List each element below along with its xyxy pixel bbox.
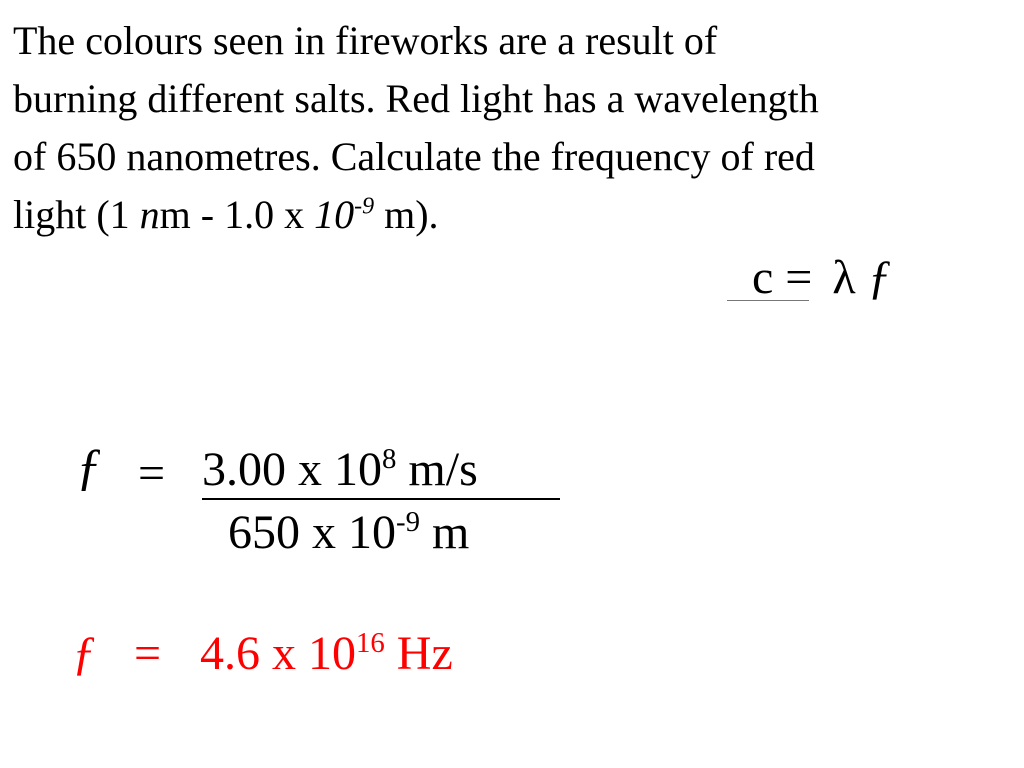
answer-line — [72, 624, 453, 684]
denominator-base: 650 x 10 — [228, 506, 396, 559]
formula-underline — [727, 300, 809, 301]
problem-statement — [13, 12, 1013, 244]
wave-equation — [752, 248, 892, 308]
fraction-denominator — [228, 505, 469, 561]
wave-equation-lhs: c = — [752, 251, 813, 304]
problem-line-3: of 650 nanometres. Calculate the frequency of red — [13, 134, 815, 179]
power-base-value: 10 — [314, 192, 355, 237]
power-exponent: -9 — [354, 193, 375, 220]
answer-value-base: 4.6 x 10 — [200, 627, 356, 680]
numerator-base: 3.00 x 10 — [202, 443, 382, 496]
frequency-symbol: ƒ — [867, 251, 892, 304]
calc-frequency-symbol: ƒ — [76, 439, 102, 496]
power-base — [314, 192, 374, 237]
numerator-exponent: 8 — [382, 443, 397, 475]
numerator-unit: m/s — [396, 443, 478, 496]
lambda-symbol: λ — [832, 251, 856, 304]
fraction-numerator — [202, 442, 560, 500]
problem-line-4-end: m). — [374, 192, 439, 237]
denominator-unit: m — [420, 506, 470, 559]
problem-line-4 — [13, 186, 1013, 244]
problem-line-4-start: light (1 — [13, 192, 140, 237]
answer-equals: = — [134, 627, 162, 680]
problem-line-2: burning different salts. Red light has a wavelength — [13, 76, 819, 121]
answer-frequency-symbol: ƒ — [72, 627, 96, 680]
calc-equals: = — [138, 447, 166, 500]
answer-unit: Hz — [384, 627, 453, 680]
problem-line-1: The colours seen in fireworks are a result of — [13, 18, 718, 63]
nano-prefix: n — [139, 192, 160, 237]
problem-line-4-middle: m - 1.0 x — [159, 192, 315, 237]
answer-value-exponent: 16 — [356, 627, 385, 659]
denominator-exponent: -9 — [396, 506, 420, 538]
